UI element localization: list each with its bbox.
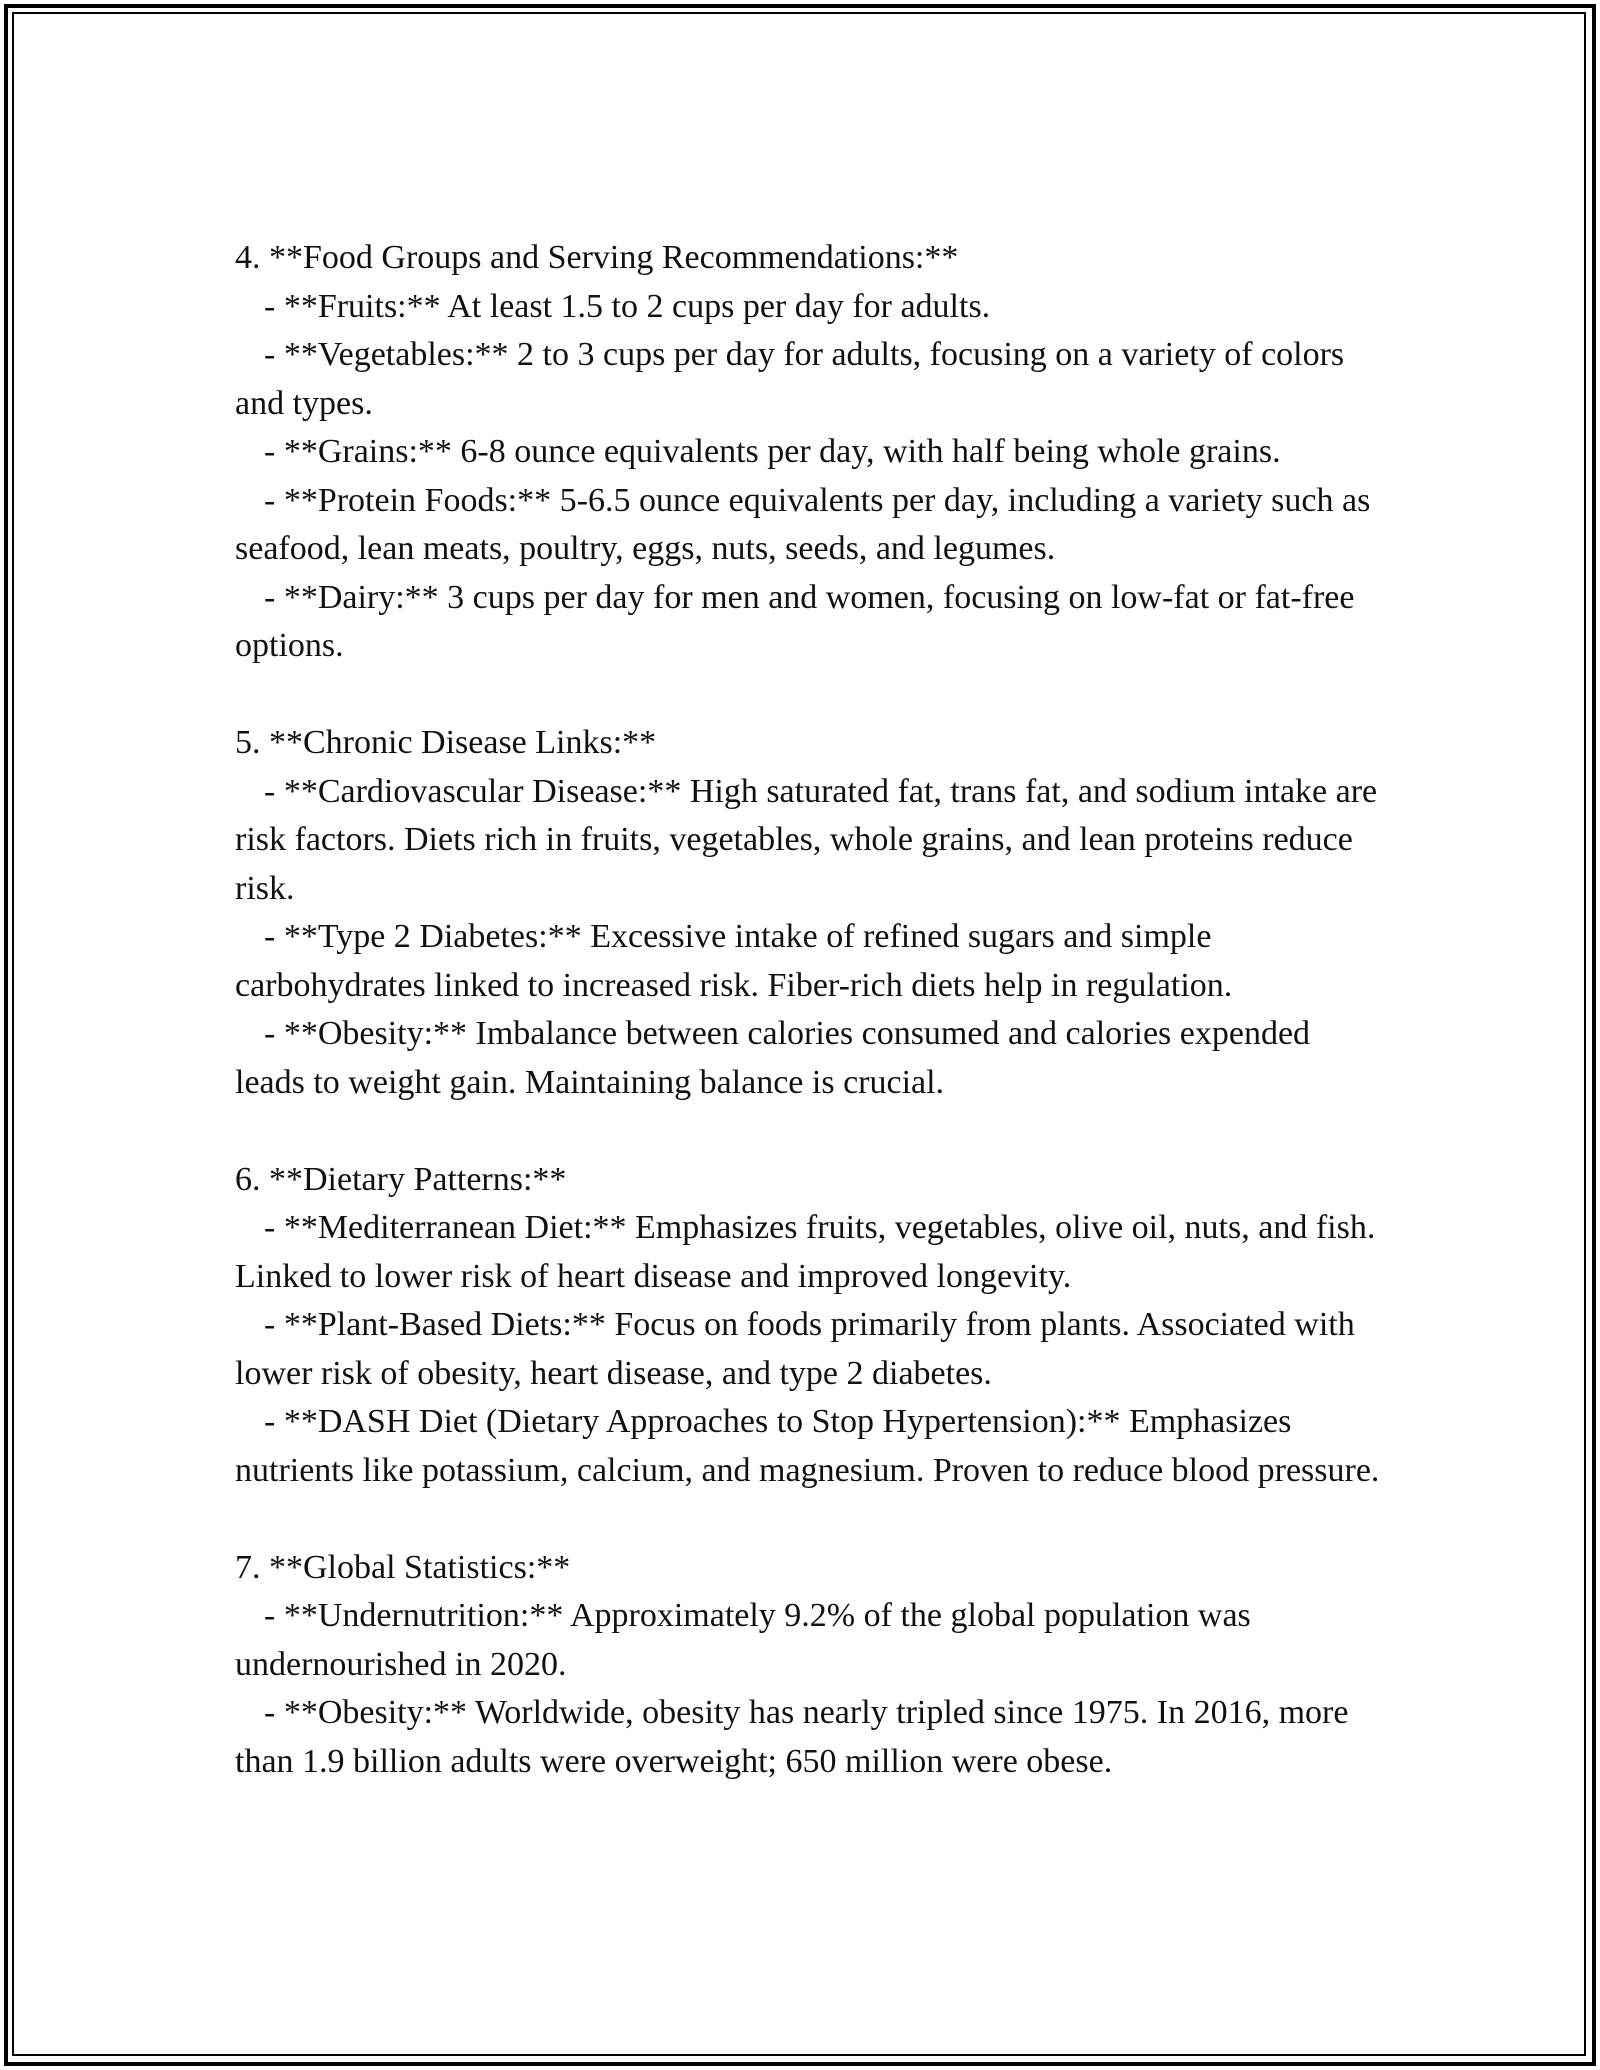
list-item-mediterranean-diet: - **Mediterranean Diet:** Emphasizes fruits, vegetables, olive oil, nuts, and fish. Linked to lower risk of heart disease and improved longevity. <box>235 1209 1376 1295</box>
list-item-obesity-statistics: - **Obesity:** Worldwide, obesity has nearly tripled since 1975. In 2016, more than 1.9 billion adults were overweight; 650 million were obese. <box>235 1694 1349 1780</box>
document-body <box>235 234 1385 1786</box>
section-heading: 5. **Chronic Disease Links:** <box>235 724 657 761</box>
section-chronic-disease-links <box>235 719 1385 1107</box>
section-heading: 4. **Food Groups and Serving Recommendations:** <box>235 239 959 276</box>
list-item-obesity: - **Obesity:** Imbalance between calories consumed and calories expended leads to weight gain. Maintaining balance is crucial. <box>235 1015 1311 1101</box>
list-item-protein-foods: - **Protein Foods:** 5-6.5 ounce equivalents per day, including a variety such as seafood, lean meats, poultry, eggs, nuts, seeds, and legumes. <box>235 481 1371 567</box>
list-item-vegetables: - **Vegetables:** 2 to 3 cups per day for adults, focusing on a variety of colors and types. <box>235 336 1345 422</box>
list-item-undernutrition: - **Undernutrition:** Approximately 9.2% of the global population was undernourished in 2020. <box>235 1597 1251 1683</box>
list-item-fruits: - **Fruits:** At least 1.5 to 2 cups per day for adults. <box>264 287 991 325</box>
section-global-statistics <box>235 1544 1385 1787</box>
list-item-cardiovascular-disease: - **Cardiovascular Disease:** High saturated fat, trans fat, and sodium intake are risk factors. Diets rich in fruits, vegetables, whole grains, and lean proteins reduce risk. <box>235 772 1378 907</box>
list-item-dash-diet: - **DASH Diet (Dietary Approaches to Stop Hypertension):** Emphasizes nutrients like potassium, calcium, and magnesium. Proven to reduce blood pressure. <box>235 1403 1380 1489</box>
section-heading: 6. **Dietary Patterns:** <box>235 1160 567 1198</box>
list-item-plant-based-diets: - **Plant-Based Diets:** Focus on foods primarily from plants. Associated with lower risk of obesity, heart disease, and type 2 diabetes. <box>235 1306 1355 1392</box>
list-item-type-2-diabetes: - **Type 2 Diabetes:** Excessive intake of refined sugars and simple carbohydrates linked to increased risk. Fiber-rich diets help in regulation. <box>235 918 1233 1004</box>
list-item-dairy: - **Dairy:** 3 cups per day for men and women, focusing on low-fat or fat-free options. <box>235 578 1355 664</box>
section-dietary-patterns <box>235 1156 1385 1496</box>
section-food-groups <box>235 234 1385 671</box>
list-item-grains: - **Grains:** 6-8 ounce equivalents per day, with half being whole grains. <box>264 433 1281 470</box>
section-heading: 7. **Global Statistics:** <box>235 1548 571 1586</box>
